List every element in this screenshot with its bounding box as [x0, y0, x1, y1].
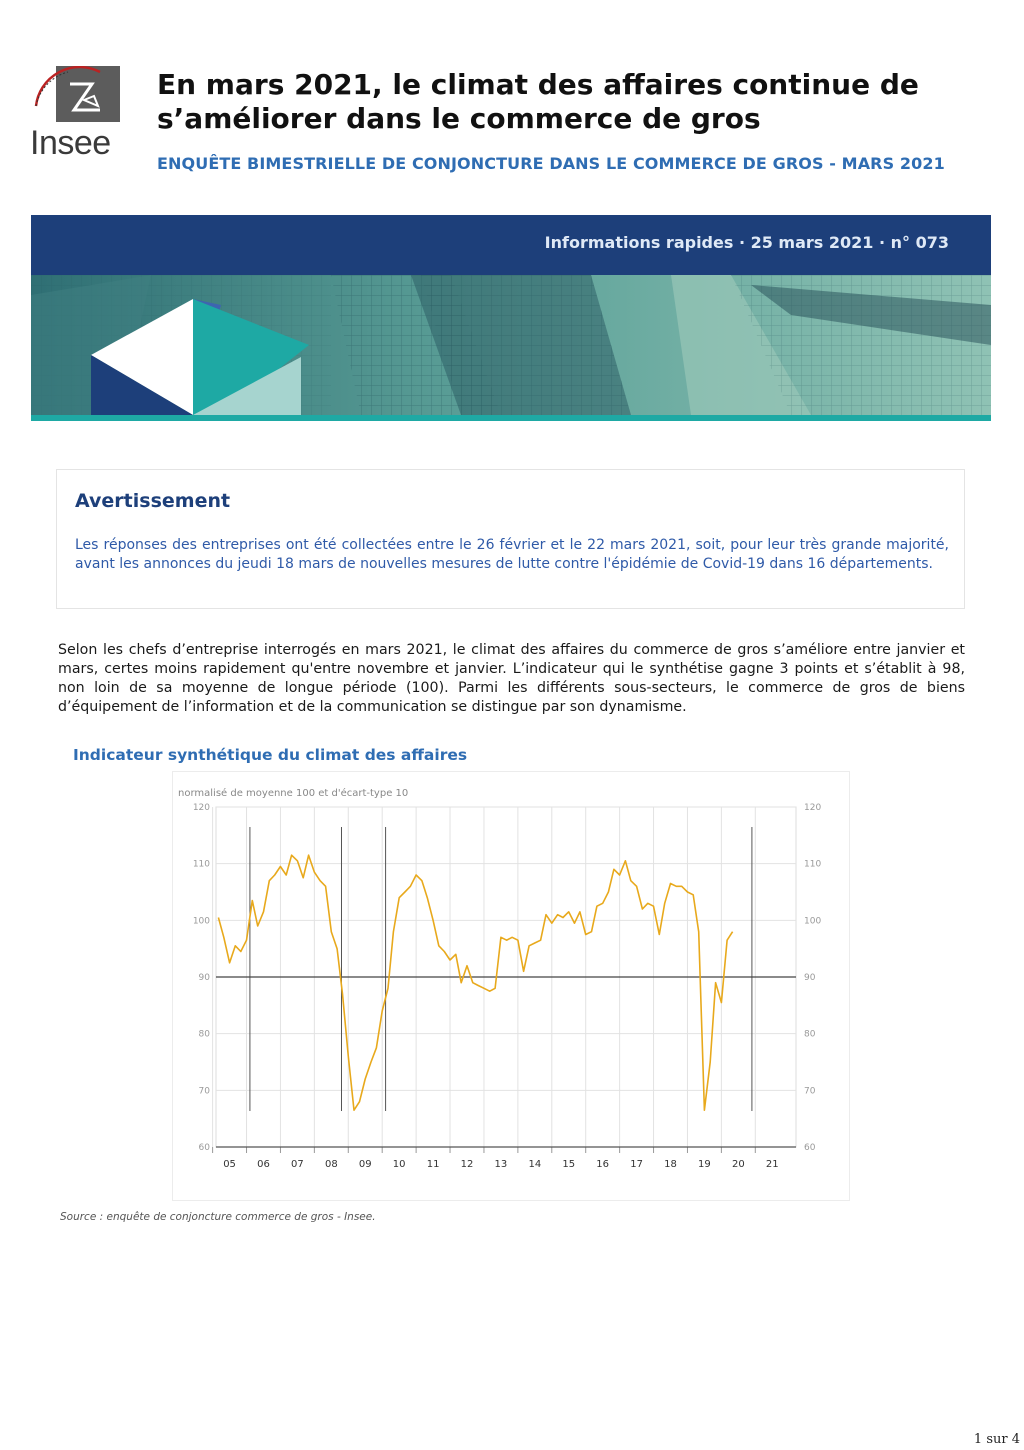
x-tick-label: 09 [358, 1159, 372, 1170]
x-tick-label: 19 [698, 1159, 711, 1170]
y-tick-label-left: 60 [198, 1143, 210, 1153]
logo-text: Insee [30, 124, 111, 162]
x-tick-label: 13 [494, 1159, 508, 1170]
banner [31, 215, 991, 421]
x-tick-label: 05 [223, 1159, 236, 1170]
body-paragraph: Selon les chefs d’entreprise interrogés en mars 2021, le climat des affaires du commerce de gros s’améliore entre janvier et mars, certes moins rapidement qu'entre novembre et janvier. L’indicateur qui le synthétise gagne 3 points et s’établit à 98, non loin de sa moyenne de longue période (100). Parmi les différents sous-secteurs, le commerce de gros de biens d’équipement de l’information et de la communication se distingue par son dynamisme. [58, 642, 965, 715]
y-tick-label-left: 120 [192, 803, 210, 813]
chart-subtitle: normalisé de moyenne 100 et d'écart-type 10 [178, 788, 409, 799]
y-tick-label-right: 100 [804, 916, 822, 927]
x-tick-label: 15 [562, 1159, 576, 1170]
x-tick-label: 08 [324, 1159, 338, 1170]
x-tick-label: 16 [596, 1159, 610, 1170]
banner-strip [31, 215, 991, 275]
y-tick-label-right: 70 [804, 1086, 816, 1097]
x-tick-label: 17 [630, 1159, 643, 1170]
y-tick-label-left: 70 [198, 1086, 210, 1097]
warning-title: Avertissement [75, 490, 231, 512]
chart-source: Source : enquête de conjoncture commerce de gros - Insee. [60, 1211, 376, 1223]
page-number: 1 sur 4 [973, 1432, 1020, 1447]
page-subtitle: ENQUÊTE BIMESTRIELLE DE CONJONCTURE DANS LE COMMERCE DE GROS - MARS 2021 [157, 154, 945, 173]
warning-box [56, 469, 965, 609]
x-tick-label: 18 [664, 1159, 677, 1170]
y-tick-label-left: 110 [192, 859, 210, 870]
chart-title: Indicateur synthétique du climat des affaires [73, 746, 468, 764]
y-tick-label-left: 100 [192, 916, 210, 927]
publication-info: Informations rapides · 25 mars 2021 · n° 073 [544, 233, 949, 252]
x-tick-label: 12 [460, 1159, 474, 1170]
x-tick-label: 06 [257, 1159, 270, 1170]
y-tick-label-right: 110 [804, 859, 822, 870]
y-tick-label-right: 80 [804, 1029, 816, 1040]
x-tick-label: 10 [392, 1159, 406, 1170]
y-tick-label-left: 80 [198, 1029, 210, 1040]
banner-accent-bar [31, 415, 991, 421]
page-title: En mars 2021, le climat des affaires continue de s’améliorer dans le commerce de gros [157, 68, 919, 135]
x-tick-label: 14 [528, 1159, 542, 1170]
y-tick-label-right: 60 [804, 1143, 816, 1153]
y-tick-label-right: 120 [804, 803, 822, 813]
x-tick-label: 21 [765, 1159, 779, 1170]
warning-text: Les réponses des entreprises ont été collectées entre le 26 février et le 22 mars 2021, soit, pour leur très grande majorité, avant les annonces du jeudi 18 mars de nouvelles mesures de lutte contre l'épidémie de Covid-19 dans 16 départements. [75, 537, 949, 572]
x-tick-label: 20 [731, 1159, 745, 1170]
banner-image [31, 275, 991, 415]
x-tick-label: 07 [291, 1159, 304, 1170]
x-tick-label: 11 [426, 1159, 440, 1170]
y-tick-label-right: 90 [804, 973, 816, 983]
y-tick-label-left: 90 [198, 973, 210, 983]
climate-indicator-chart [172, 771, 850, 1201]
